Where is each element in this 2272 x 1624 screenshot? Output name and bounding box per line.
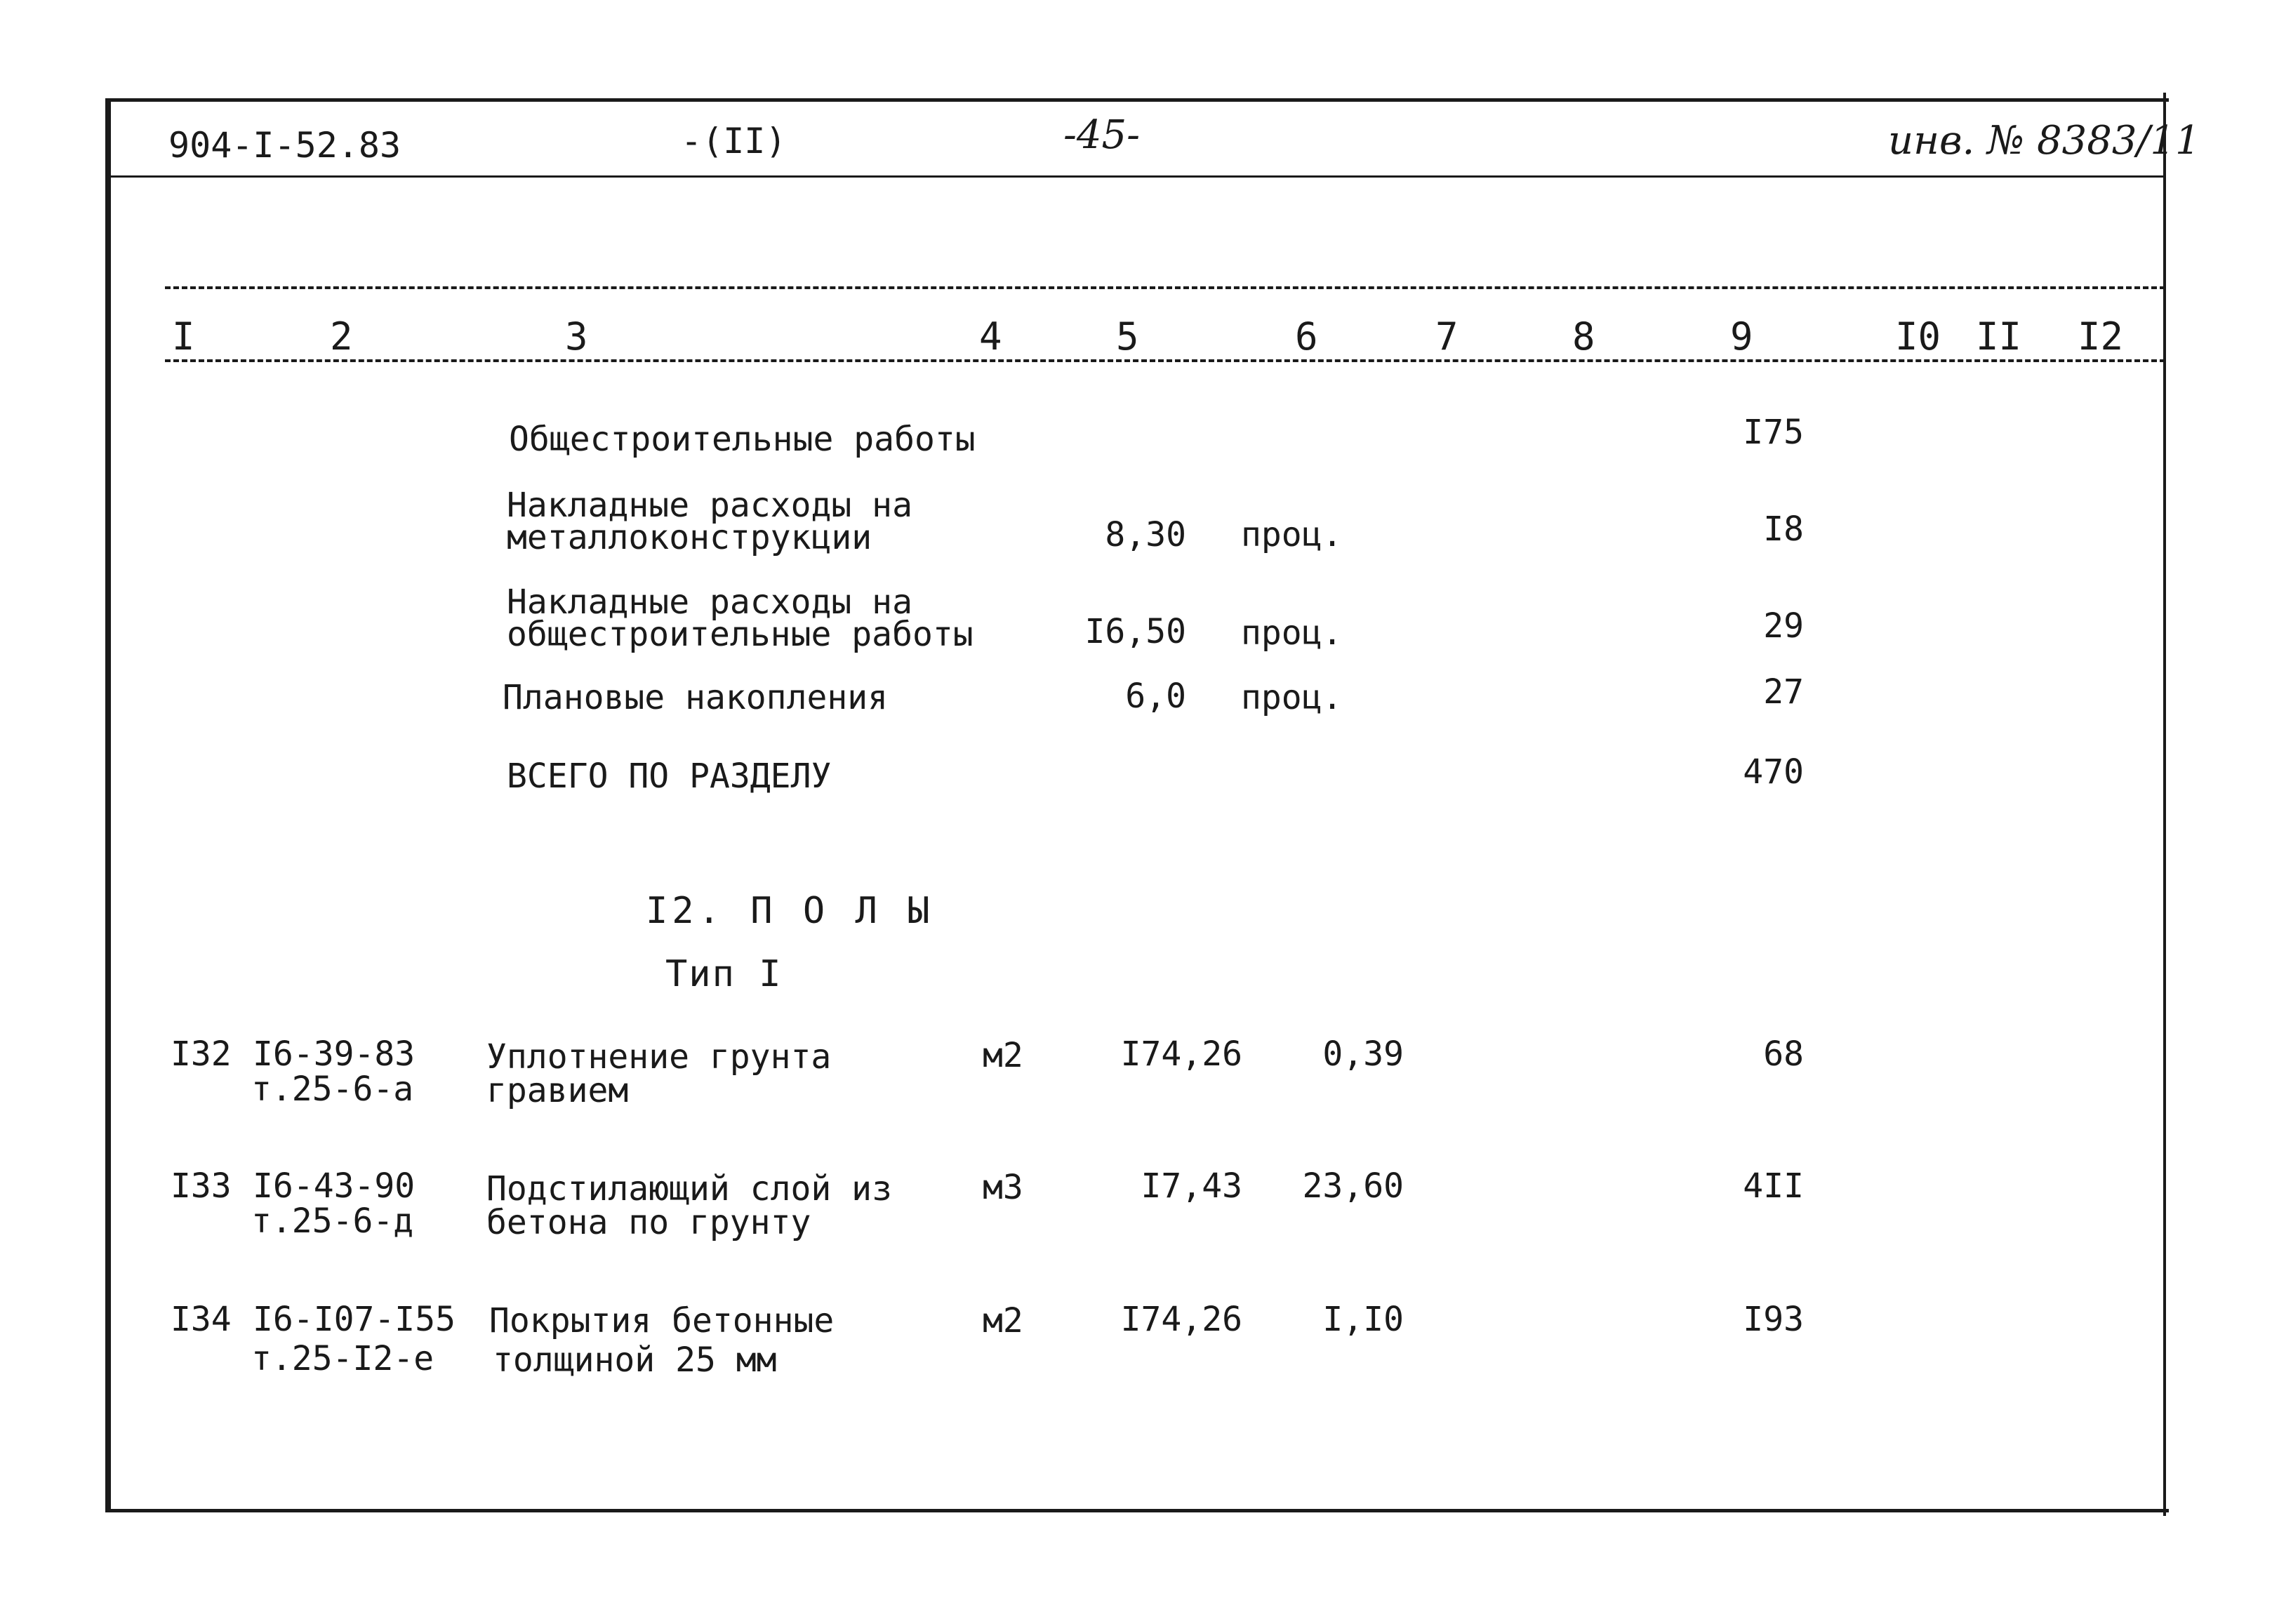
- row-total: I93: [1743, 1300, 1804, 1339]
- row-number: I32: [171, 1034, 232, 1074]
- row-total: 4II: [1743, 1166, 1804, 1206]
- row-unit: м2: [983, 1301, 1023, 1340]
- row-code: I6-43-90: [253, 1166, 416, 1206]
- frame-top-border: [105, 98, 2169, 102]
- column-number-11: II: [1976, 314, 2022, 359]
- column-number-8: 8: [1572, 314, 1595, 359]
- row-price: 23,60: [1302, 1166, 1404, 1206]
- summary-total: 29: [1763, 606, 1804, 646]
- summary-total: I75: [1743, 413, 1804, 452]
- row-number: I33: [171, 1166, 232, 1206]
- row-description: бетона по грунту: [486, 1203, 811, 1242]
- summary-label: металлоконструкции: [507, 518, 872, 557]
- summary-total: 470: [1743, 752, 1804, 792]
- summary-label: Накладные расходы на: [507, 486, 912, 525]
- row-number: I34: [171, 1300, 232, 1339]
- row-total: 68: [1763, 1034, 1804, 1074]
- column-number-7: 7: [1435, 314, 1459, 359]
- section-subtitle: Тип I: [665, 953, 783, 995]
- row-quantity: I74,26: [1120, 1300, 1242, 1339]
- row-unit: м2: [983, 1036, 1023, 1075]
- row-price: 0,39: [1322, 1034, 1404, 1074]
- summary-rate: 6,0: [1125, 677, 1186, 716]
- frame-bottom-border: [105, 1509, 2169, 1512]
- row-quantity: I7,43: [1141, 1166, 1242, 1206]
- row-code: I6-I07-I55: [253, 1300, 456, 1339]
- summary-total: 27: [1763, 672, 1804, 712]
- column-number-3: 3: [565, 314, 588, 359]
- summary-unit: проц.: [1241, 515, 1343, 554]
- inventory-number: инв. № 8383/11: [1888, 118, 2200, 164]
- row-code: т.25-I2-е: [251, 1339, 434, 1378]
- column-number-1: I: [172, 314, 195, 359]
- summary-label: общестроительные работы: [507, 615, 974, 654]
- column-header-top-rule: [165, 286, 2165, 289]
- column-number-4: 4: [979, 314, 1002, 359]
- section-title: I2. П О Л Ы: [646, 890, 934, 932]
- summary-unit: проц.: [1241, 678, 1343, 717]
- column-number-5: 5: [1116, 314, 1139, 359]
- summary-total: I8: [1763, 510, 1804, 549]
- row-unit: м3: [983, 1168, 1023, 1207]
- row-code: I6-39-83: [253, 1034, 416, 1074]
- row-code: т.25-6-а: [251, 1070, 414, 1109]
- column-number-12: I2: [2078, 314, 2124, 359]
- row-description: Уплотнение грунта: [486, 1037, 832, 1077]
- frame-right-border: [2163, 93, 2166, 1516]
- frame-left-border: [105, 98, 111, 1509]
- row-code: т.25-6-д: [251, 1202, 414, 1241]
- doc-part: -(II): [681, 121, 787, 161]
- row-quantity: I74,26: [1120, 1034, 1242, 1074]
- row-description: толщиной 25 мм: [493, 1340, 777, 1380]
- column-header-bottom-rule: [165, 359, 2165, 362]
- header-rule: [105, 175, 2165, 178]
- summary-unit: проц.: [1241, 613, 1343, 653]
- row-price: I,I0: [1322, 1300, 1404, 1339]
- page-number: -45-: [1063, 112, 1141, 158]
- column-number-6: 6: [1295, 314, 1318, 359]
- column-number-9: 9: [1730, 314, 1753, 359]
- summary-label: ВСЕГО ПО РАЗДЕЛУ: [507, 757, 832, 796]
- row-description: гравием: [486, 1071, 629, 1110]
- summary-label: Накладные расходы на: [507, 583, 912, 622]
- row-description: Покрытия бетонные: [489, 1301, 835, 1340]
- column-number-10: I0: [1895, 314, 1941, 359]
- summary-rate: I6,50: [1084, 612, 1186, 651]
- doc-code: 904-I-52.83: [168, 125, 401, 166]
- summary-label: Общестроительные работы: [509, 420, 976, 459]
- column-number-2: 2: [330, 314, 353, 359]
- summary-label: Плановые накопления: [503, 678, 889, 717]
- row-description: Подстилающий слой из: [486, 1169, 892, 1209]
- summary-rate: 8,30: [1105, 515, 1186, 554]
